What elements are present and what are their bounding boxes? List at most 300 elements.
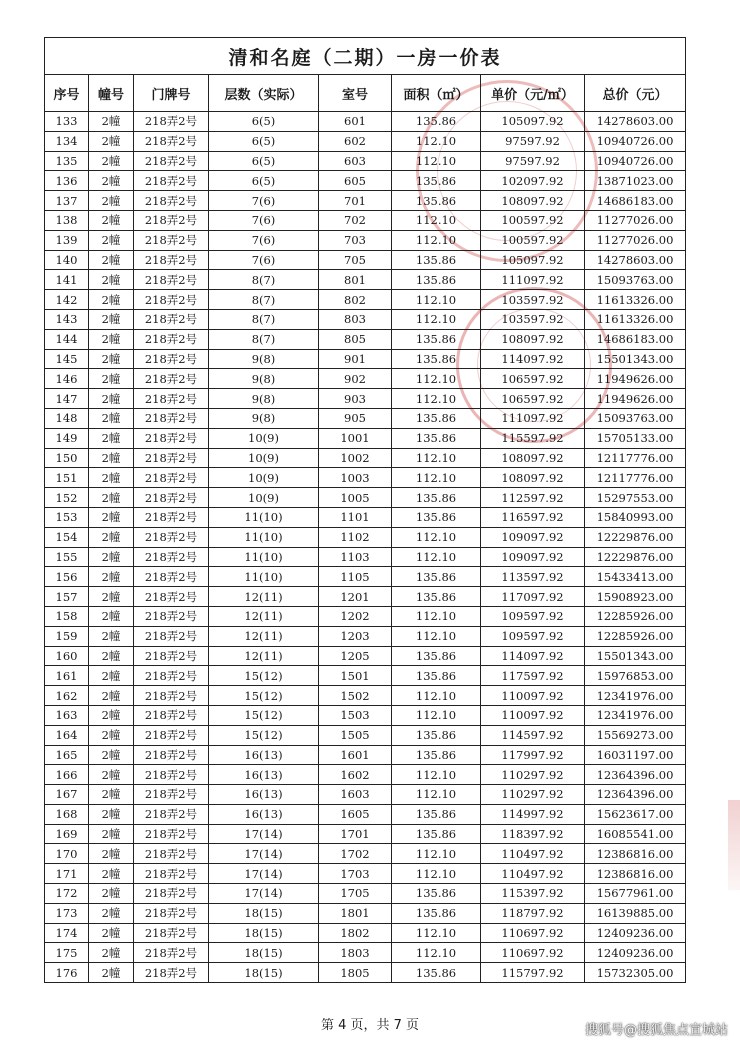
cell-room: 902 [319, 369, 392, 389]
cell-total-price: 11613326.00 [585, 290, 686, 310]
cell-address: 218弄2号 [134, 884, 209, 904]
cell-room: 1703 [319, 864, 392, 884]
cell-building: 2幢 [89, 646, 134, 666]
cell-address: 218弄2号 [134, 567, 209, 587]
cell-unit-price: 102097.92 [481, 171, 585, 191]
cell-building: 2幢 [89, 369, 134, 389]
table-row [45, 923, 686, 943]
cell-unit-price: 115397.92 [481, 884, 585, 904]
cell-floor: 18(15) [209, 923, 319, 943]
cell-area: 135.86 [392, 349, 481, 369]
cell-area: 135.86 [392, 804, 481, 824]
cell-index: 164 [45, 725, 89, 745]
table-row [45, 468, 686, 488]
cell-unit-price: 105097.92 [481, 250, 585, 270]
cell-index: 167 [45, 785, 89, 805]
table-row [45, 408, 686, 428]
cell-room: 1005 [319, 488, 392, 508]
cell-building: 2幢 [89, 824, 134, 844]
cell-total-price: 14278603.00 [585, 250, 686, 270]
cell-address: 218弄2号 [134, 923, 209, 943]
cell-index: 135 [45, 151, 89, 171]
cell-total-price: 15297553.00 [585, 488, 686, 508]
cell-address: 218弄2号 [134, 626, 209, 646]
cell-total-price: 12341976.00 [585, 686, 686, 706]
table-row [45, 884, 686, 904]
cell-area: 135.86 [392, 963, 481, 983]
cell-address: 218弄2号 [134, 468, 209, 488]
cell-unit-price: 117597.92 [481, 666, 585, 686]
cell-total-price: 12386816.00 [585, 844, 686, 864]
cell-unit-price: 110497.92 [481, 864, 585, 884]
cell-index: 152 [45, 488, 89, 508]
watermark-text: 搜狐号@搜狐焦点宣城站 [584, 1023, 728, 1038]
table-row [45, 666, 686, 686]
cell-building: 2幢 [89, 606, 134, 626]
cell-unit-price: 111097.92 [481, 408, 585, 428]
cell-total-price: 15433413.00 [585, 567, 686, 587]
cell-address: 218弄2号 [134, 131, 209, 151]
cell-building: 2幢 [89, 112, 134, 132]
table-row [45, 210, 686, 230]
cell-area: 135.86 [392, 112, 481, 132]
table-row [45, 389, 686, 409]
table-row [45, 329, 686, 349]
cell-area: 112.10 [392, 765, 481, 785]
cell-floor: 7(6) [209, 230, 319, 250]
header-area: 面积（㎡） [392, 75, 481, 112]
cell-unit-price: 106597.92 [481, 369, 585, 389]
cell-room: 802 [319, 290, 392, 310]
cell-area: 112.10 [392, 547, 481, 567]
cell-unit-price: 114097.92 [481, 646, 585, 666]
cell-building: 2幢 [89, 389, 134, 409]
cell-building: 2幢 [89, 686, 134, 706]
cell-room: 803 [319, 309, 392, 329]
cell-address: 218弄2号 [134, 389, 209, 409]
cell-building: 2幢 [89, 705, 134, 725]
cell-building: 2幢 [89, 666, 134, 686]
page-number: 第 4 页，共 7 页 [320, 1018, 420, 1033]
cell-total-price: 12229876.00 [585, 527, 686, 547]
cell-building: 2幢 [89, 230, 134, 250]
table-row [45, 725, 686, 745]
cell-unit-price: 110697.92 [481, 943, 585, 963]
cell-building: 2幢 [89, 844, 134, 864]
cell-building: 2幢 [89, 527, 134, 547]
cell-index: 139 [45, 230, 89, 250]
cell-total-price: 14686183.00 [585, 191, 686, 211]
table-row [45, 131, 686, 151]
cell-index: 172 [45, 884, 89, 904]
cell-address: 218弄2号 [134, 329, 209, 349]
cell-total-price: 11277026.00 [585, 210, 686, 230]
table-row [45, 963, 686, 983]
header-room: 室号 [319, 75, 392, 112]
cell-room: 1001 [319, 428, 392, 448]
cell-building: 2幢 [89, 804, 134, 824]
cell-room: 1101 [319, 507, 392, 527]
cell-unit-price: 105097.92 [481, 112, 585, 132]
cell-room: 1002 [319, 448, 392, 468]
table-row [45, 527, 686, 547]
cell-area: 135.86 [392, 270, 481, 290]
cell-unit-price: 116597.92 [481, 507, 585, 527]
cell-building: 2幢 [89, 507, 134, 527]
cell-room: 705 [319, 250, 392, 270]
cell-index: 155 [45, 547, 89, 567]
table-row [45, 745, 686, 765]
cell-address: 218弄2号 [134, 210, 209, 230]
cell-index: 149 [45, 428, 89, 448]
cell-total-price: 11613326.00 [585, 309, 686, 329]
table-row [45, 250, 686, 270]
header-building: 幢号 [89, 75, 134, 112]
cell-address: 218弄2号 [134, 151, 209, 171]
cell-total-price: 16085541.00 [585, 824, 686, 844]
cell-total-price: 12117776.00 [585, 448, 686, 468]
cell-address: 218弄2号 [134, 428, 209, 448]
cell-floor: 8(7) [209, 270, 319, 290]
table-row [45, 151, 686, 171]
cell-unit-price: 117097.92 [481, 587, 585, 607]
cell-building: 2幢 [89, 785, 134, 805]
cell-floor: 11(10) [209, 567, 319, 587]
cell-index: 148 [45, 408, 89, 428]
cell-room: 1805 [319, 963, 392, 983]
table-row [45, 488, 686, 508]
table-row [45, 606, 686, 626]
cell-unit-price: 114997.92 [481, 804, 585, 824]
cell-building: 2幢 [89, 884, 134, 904]
cell-index: 157 [45, 587, 89, 607]
cell-room: 605 [319, 171, 392, 191]
cell-address: 218弄2号 [134, 488, 209, 508]
table-row [45, 785, 686, 805]
cell-floor: 18(15) [209, 963, 319, 983]
cell-room: 1501 [319, 666, 392, 686]
table-row [45, 507, 686, 527]
cell-address: 218弄2号 [134, 448, 209, 468]
cell-area: 135.86 [392, 428, 481, 448]
table-row [45, 705, 686, 725]
cell-floor: 15(12) [209, 725, 319, 745]
table-row [45, 686, 686, 706]
cell-index: 133 [45, 112, 89, 132]
cell-address: 218弄2号 [134, 250, 209, 270]
cell-address: 218弄2号 [134, 527, 209, 547]
cell-index: 145 [45, 349, 89, 369]
cell-unit-price: 108097.92 [481, 468, 585, 488]
table-row [45, 547, 686, 567]
cell-index: 146 [45, 369, 89, 389]
cell-area: 112.10 [392, 369, 481, 389]
cell-area: 112.10 [392, 527, 481, 547]
cell-building: 2幢 [89, 329, 134, 349]
cell-unit-price: 103597.92 [481, 309, 585, 329]
cell-address: 218弄2号 [134, 785, 209, 805]
cell-total-price: 16031197.00 [585, 745, 686, 765]
cell-floor: 6(5) [209, 151, 319, 171]
cell-address: 218弄2号 [134, 666, 209, 686]
cell-index: 147 [45, 389, 89, 409]
cell-room: 1202 [319, 606, 392, 626]
table-row [45, 626, 686, 646]
cell-building: 2幢 [89, 309, 134, 329]
table-row [45, 567, 686, 587]
cell-unit-price: 97597.92 [481, 151, 585, 171]
cell-area: 135.86 [392, 884, 481, 904]
cell-index: 137 [45, 191, 89, 211]
cell-room: 903 [319, 389, 392, 409]
cell-address: 218弄2号 [134, 705, 209, 725]
cell-total-price: 12341976.00 [585, 705, 686, 725]
cell-total-price: 10940726.00 [585, 151, 686, 171]
cell-index: 144 [45, 329, 89, 349]
cell-room: 1601 [319, 745, 392, 765]
cell-address: 218弄2号 [134, 765, 209, 785]
cell-address: 218弄2号 [134, 804, 209, 824]
cell-building: 2幢 [89, 745, 134, 765]
cell-floor: 8(7) [209, 309, 319, 329]
cell-area: 135.86 [392, 824, 481, 844]
cell-unit-price: 108097.92 [481, 191, 585, 211]
cell-floor: 6(5) [209, 112, 319, 132]
cell-unit-price: 108097.92 [481, 329, 585, 349]
cell-room: 1201 [319, 587, 392, 607]
table-row [45, 646, 686, 666]
cell-index: 134 [45, 131, 89, 151]
cell-room: 901 [319, 349, 392, 369]
cell-address: 218弄2号 [134, 587, 209, 607]
cell-unit-price: 112597.92 [481, 488, 585, 508]
cell-area: 112.10 [392, 943, 481, 963]
cell-floor: 10(9) [209, 428, 319, 448]
cell-area: 135.86 [392, 587, 481, 607]
cell-address: 218弄2号 [134, 369, 209, 389]
cell-building: 2幢 [89, 765, 134, 785]
cell-area: 112.10 [392, 290, 481, 310]
cell-unit-price: 110097.92 [481, 705, 585, 725]
cell-area: 112.10 [392, 864, 481, 884]
cell-room: 1105 [319, 567, 392, 587]
cell-index: 162 [45, 686, 89, 706]
cell-total-price: 14686183.00 [585, 329, 686, 349]
cell-address: 218弄2号 [134, 824, 209, 844]
cell-total-price: 12285926.00 [585, 606, 686, 626]
cell-room: 703 [319, 230, 392, 250]
cell-area: 112.10 [392, 626, 481, 646]
cell-index: 159 [45, 626, 89, 646]
cell-index: 160 [45, 646, 89, 666]
cell-address: 218弄2号 [134, 191, 209, 211]
cell-building: 2幢 [89, 290, 134, 310]
cell-total-price: 15677961.00 [585, 884, 686, 904]
cell-building: 2幢 [89, 408, 134, 428]
cell-floor: 10(9) [209, 488, 319, 508]
cell-floor: 12(11) [209, 646, 319, 666]
cell-room: 1603 [319, 785, 392, 805]
cell-room: 1801 [319, 903, 392, 923]
cell-total-price: 12229876.00 [585, 547, 686, 567]
cell-building: 2幢 [89, 963, 134, 983]
table-row [45, 230, 686, 250]
cell-building: 2幢 [89, 587, 134, 607]
cell-area: 135.86 [392, 408, 481, 428]
cell-building: 2幢 [89, 171, 134, 191]
cell-area: 112.10 [392, 210, 481, 230]
cell-unit-price: 110297.92 [481, 765, 585, 785]
cell-total-price: 16139885.00 [585, 903, 686, 923]
cell-floor: 17(14) [209, 844, 319, 864]
cell-area: 112.10 [392, 448, 481, 468]
cell-total-price: 12364396.00 [585, 785, 686, 805]
cell-building: 2幢 [89, 428, 134, 448]
cell-building: 2幢 [89, 210, 134, 230]
cell-floor: 7(6) [209, 191, 319, 211]
cell-address: 218弄2号 [134, 309, 209, 329]
cell-floor: 9(8) [209, 369, 319, 389]
table-row [45, 864, 686, 884]
cell-unit-price: 113597.92 [481, 567, 585, 587]
cell-total-price: 12364396.00 [585, 765, 686, 785]
cell-building: 2幢 [89, 131, 134, 151]
cell-address: 218弄2号 [134, 646, 209, 666]
header-floor: 层数（实际） [209, 75, 319, 112]
cell-area: 135.86 [392, 329, 481, 349]
cell-unit-price: 109097.92 [481, 527, 585, 547]
cell-total-price: 15732305.00 [585, 963, 686, 983]
cell-building: 2幢 [89, 448, 134, 468]
cell-address: 218弄2号 [134, 745, 209, 765]
cell-index: 173 [45, 903, 89, 923]
cell-address: 218弄2号 [134, 171, 209, 191]
cell-total-price: 12285926.00 [585, 626, 686, 646]
cell-floor: 15(12) [209, 686, 319, 706]
cell-index: 156 [45, 567, 89, 587]
header-unit-price: 单价（元/㎡） [481, 75, 585, 112]
cell-building: 2幢 [89, 349, 134, 369]
cell-room: 1701 [319, 824, 392, 844]
cell-floor: 15(12) [209, 705, 319, 725]
cell-area: 112.10 [392, 309, 481, 329]
cell-address: 218弄2号 [134, 963, 209, 983]
page-title: 清和名庭（二期）一房一价表 [45, 38, 686, 75]
cell-total-price: 14278603.00 [585, 112, 686, 132]
cell-total-price: 15840993.00 [585, 507, 686, 527]
table-row [45, 309, 686, 329]
table-row [45, 112, 686, 132]
table-row [45, 844, 686, 864]
cell-index: 136 [45, 171, 89, 191]
table-row [45, 824, 686, 844]
cell-floor: 16(13) [209, 765, 319, 785]
cell-floor: 15(12) [209, 666, 319, 686]
cell-building: 2幢 [89, 567, 134, 587]
cell-room: 1102 [319, 527, 392, 547]
cell-unit-price: 100597.92 [481, 230, 585, 250]
price-table [44, 37, 686, 983]
cell-index: 142 [45, 290, 89, 310]
cell-address: 218弄2号 [134, 230, 209, 250]
cell-floor: 9(8) [209, 408, 319, 428]
cell-room: 1003 [319, 468, 392, 488]
cell-address: 218弄2号 [134, 864, 209, 884]
cell-floor: 7(6) [209, 210, 319, 230]
cell-floor: 16(13) [209, 804, 319, 824]
cell-area: 135.86 [392, 903, 481, 923]
cell-floor: 11(10) [209, 507, 319, 527]
cell-building: 2幢 [89, 151, 134, 171]
cell-unit-price: 109597.92 [481, 606, 585, 626]
cell-building: 2幢 [89, 468, 134, 488]
cell-room: 1503 [319, 705, 392, 725]
table-row [45, 349, 686, 369]
cell-index: 169 [45, 824, 89, 844]
cell-unit-price: 114097.92 [481, 349, 585, 369]
table-row [45, 804, 686, 824]
cell-index: 140 [45, 250, 89, 270]
cell-unit-price: 108097.92 [481, 448, 585, 468]
cell-address: 218弄2号 [134, 290, 209, 310]
cell-room: 1602 [319, 765, 392, 785]
cell-area: 112.10 [392, 131, 481, 151]
cell-address: 218弄2号 [134, 507, 209, 527]
table-row [45, 270, 686, 290]
cell-address: 218弄2号 [134, 844, 209, 864]
cell-address: 218弄2号 [134, 112, 209, 132]
cell-room: 1802 [319, 923, 392, 943]
cell-total-price: 15623617.00 [585, 804, 686, 824]
cell-index: 176 [45, 963, 89, 983]
cell-area: 112.10 [392, 785, 481, 805]
cell-room: 1205 [319, 646, 392, 666]
cell-area: 112.10 [392, 844, 481, 864]
cell-total-price: 15569273.00 [585, 725, 686, 745]
cell-index: 141 [45, 270, 89, 290]
cell-building: 2幢 [89, 943, 134, 963]
cell-unit-price: 110697.92 [481, 923, 585, 943]
cell-area: 135.86 [392, 567, 481, 587]
table-row [45, 943, 686, 963]
table-row [45, 428, 686, 448]
cell-index: 143 [45, 309, 89, 329]
cell-unit-price: 100597.92 [481, 210, 585, 230]
cell-floor: 10(9) [209, 448, 319, 468]
edge-seal-mark [728, 800, 740, 890]
header-index: 序号 [45, 75, 89, 112]
cell-index: 151 [45, 468, 89, 488]
cell-area: 135.86 [392, 725, 481, 745]
cell-room: 1803 [319, 943, 392, 963]
cell-unit-price: 115597.92 [481, 428, 585, 448]
table-row [45, 191, 686, 211]
cell-index: 150 [45, 448, 89, 468]
cell-total-price: 12117776.00 [585, 468, 686, 488]
cell-room: 603 [319, 151, 392, 171]
price-list-sheet [44, 37, 685, 983]
cell-building: 2幢 [89, 547, 134, 567]
cell-address: 218弄2号 [134, 943, 209, 963]
cell-area: 112.10 [392, 686, 481, 706]
cell-room: 801 [319, 270, 392, 290]
cell-address: 218弄2号 [134, 270, 209, 290]
cell-unit-price: 109597.92 [481, 626, 585, 646]
cell-unit-price: 110297.92 [481, 785, 585, 805]
cell-total-price: 11949626.00 [585, 389, 686, 409]
cell-floor: 8(7) [209, 329, 319, 349]
cell-floor: 8(7) [209, 290, 319, 310]
